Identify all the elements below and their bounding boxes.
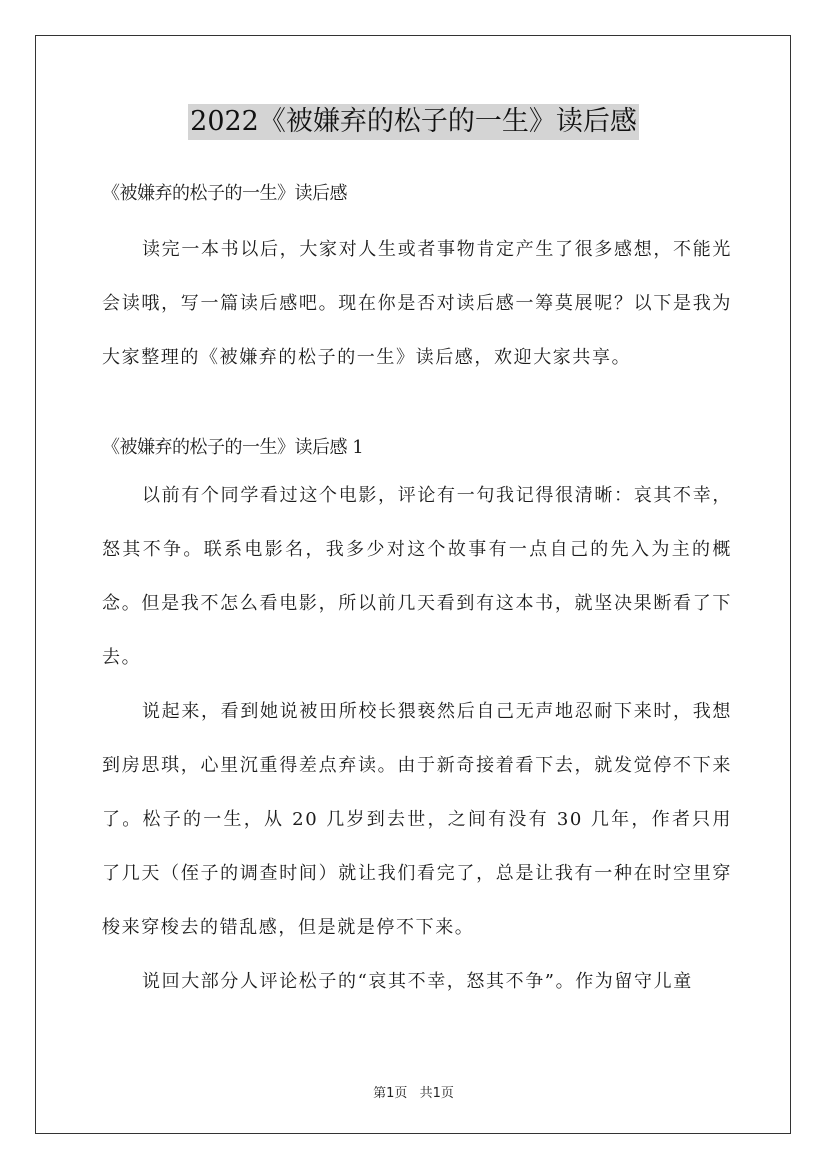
body-paragraph: 说起来，看到她说被田所校长猥亵然后自己无声地忍耐下来时，我想到房思琪，心里沉重得差点弃读。由于新奇接着看下去，就发觉停不下来了。松子的一生，从 20 几岁到去世，之间有没有 30 几年，作者只用了几天（侄子的调查时间）就让我们看完了，总是让我有一种在时空里穿梭来穿梭去的错乱感，但是就是停不下来。 [102,701,732,938]
subtitle: 《被嫌弃的松子的一生》读后感 [102,183,347,204]
intro-paragraph: 读完一本书以后，大家对人生或者事物肯定产生了很多感想，不能光会读哦，写一篇读后感吧。现在你是否对读后感一筹莫展呢？以下是我为大家整理的《被嫌弃的松子的一生》读后感，欢迎大家共享。 [102,239,732,368]
document-title: 2022《被嫌弃的松子的一生》读后感 [188,104,639,140]
page-total: 共1页 [419,1086,454,1101]
section-heading: 《被嫌弃的松子的一生》读后感 1 [102,437,364,458]
body-paragraph: 以前有个同学看过这个电影，评论有一句我记得很清晰：哀其不幸，怒其不争。联系电影名，我多少对这个故事有一点自己的先入为主的概念。但是我不怎么看电影，所以前几天看到有这本书，就坚决果断看了下去。 [102,485,732,668]
page-footer [0,1082,827,1101]
page-number: 第1页 [373,1086,408,1101]
title-container [0,104,827,140]
document-body [102,172,732,1009]
body-paragraph: 说回大部分人评论松子的“哀其不幸，怒其不争”。作为留守儿童 [142,971,693,992]
